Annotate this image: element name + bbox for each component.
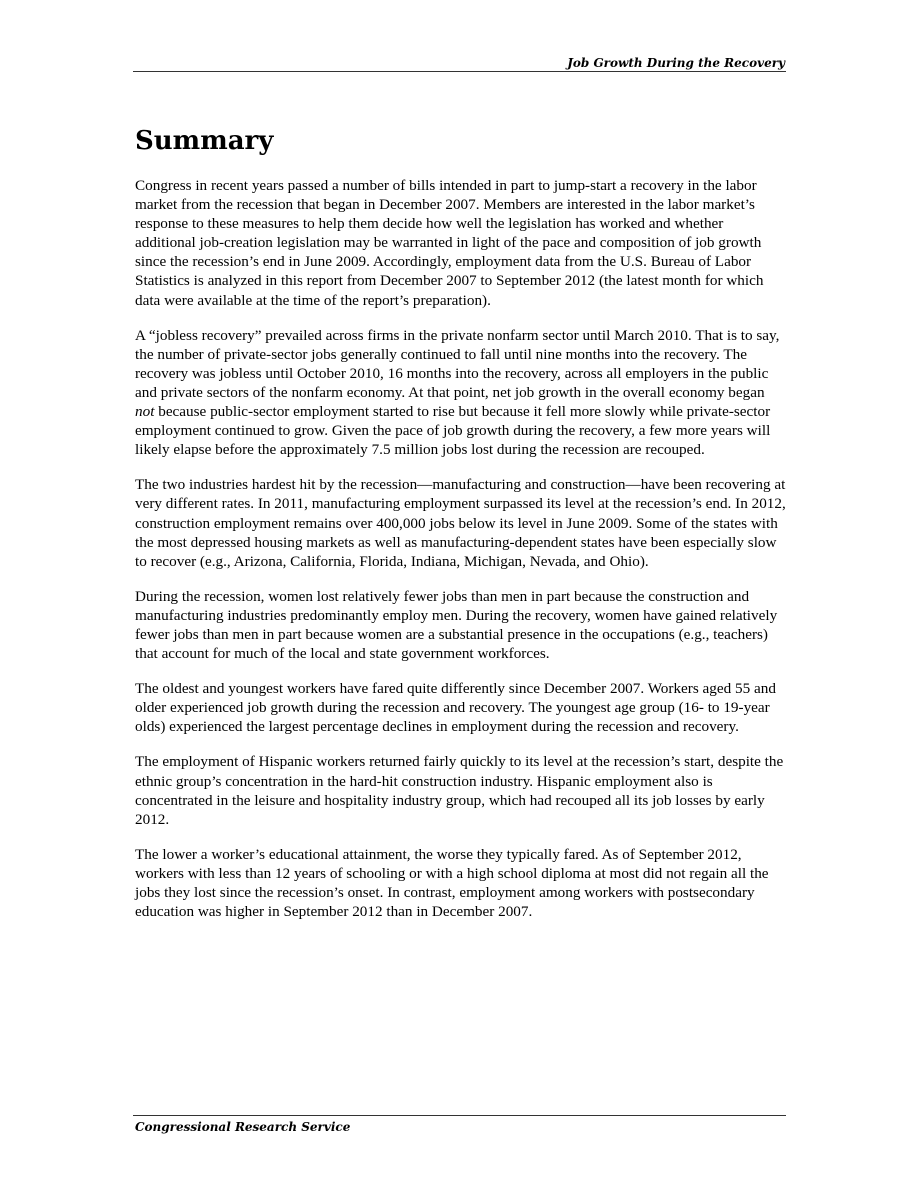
paragraph-gender: During the recession, women lost relatively fewer jobs than men in part because the construction and manufacturing industries predominantly employ men. During the recovery, women have gained relatively fewer jobs than men in part because women are a substantial presence in the occupations (e.g., teachers) that account for much of the local and state government workforces. [135, 587, 778, 663]
paragraph-text: because public-sector employment started to rise but because it fell more slowly while private-sector employment continued to grow. Given the pace of job growth during the recovery, a few more years will likely elapse before the approximately 7.5 million jobs lost during the recession are recouped. [135, 403, 771, 459]
paragraph-age: The oldest and youngest workers have fared quite differently since December 2007. Workers aged 55 and older experienced job growth during the recession and recovery. The youngest age group (16- to 19-year olds) experienced the largest percentage declines in employment during the recession and recovery. [135, 680, 776, 736]
paragraph-jobless-recovery [135, 326, 787, 460]
paragraph-intro: Congress in recent years passed a number of bills intended in part to jump-start a recovery in the labor market from the recession that began in December 2007. Members are interested in the labor market’s response to these measures to help them decide how well the legislation has worked and whether additional job-creation legislation may be warranted in light of the pace and composition of job growth since the recession’s end in June 2009. Accordingly, employment data from the U.S. Bureau of Labor Statistics is analyzed in this report from December 2007 to September 2012 (the latest month for which data were available at the time of the report’s preparation). [135, 177, 764, 309]
paragraph-text: A “jobless recovery” prevailed across firms in the private nonfarm sector until March 2010. That is to say, the number of private-sector jobs generally continued to fall until nine months into the recovery. The recovery was jobless until October 2010, 16 months into the recovery, across all employers in the public and private sectors of the nonfarm economy. At that point, net job growth in the overall economy began [135, 326, 780, 401]
footer-publisher: Congressional Research Service [135, 1120, 351, 1134]
paragraph-hispanic: The employment of Hispanic workers returned fairly quickly to its level at the recession’s start, despite the ethnic group’s concentration in the hard-hit construction industry. Hispanic employment also is concentrated in the leisure and hospitality industry group, which had recouped all its job losses by early 2012. [135, 753, 784, 828]
footer-divider [133, 1115, 786, 1116]
paragraph-industries: The two industries hardest hit by the recession—manufacturing and construction—have been recovering at very different rates. In 2011, manufacturing employment surpassed its level at the recession’s end. In 2012, construction employment remains over 400,000 jobs below its level in June 2009. Some of the states with the most depressed housing markets as well as manufacturing-dependent states have been especially slow to recover (e.g., Arizona, California, Florida, Indiana, Michigan, Nevada, and Ohio). [135, 476, 786, 570]
running-header: Job Growth During the Recovery [567, 56, 785, 70]
summary-body [135, 176, 787, 937]
page-title: Summary [135, 126, 274, 156]
paragraph-education: The lower a worker’s educational attainment, the worse they typically fared. As of September 2012, workers with less than 12 years of schooling or with a high school diploma at most did not regain all the jobs they lost since the recession’s onset. In contrast, employment among workers with postsecondary education was higher in September 2012 than in December 2007. [135, 845, 769, 921]
emphasis-text: not [135, 403, 155, 421]
header-divider [133, 71, 786, 72]
